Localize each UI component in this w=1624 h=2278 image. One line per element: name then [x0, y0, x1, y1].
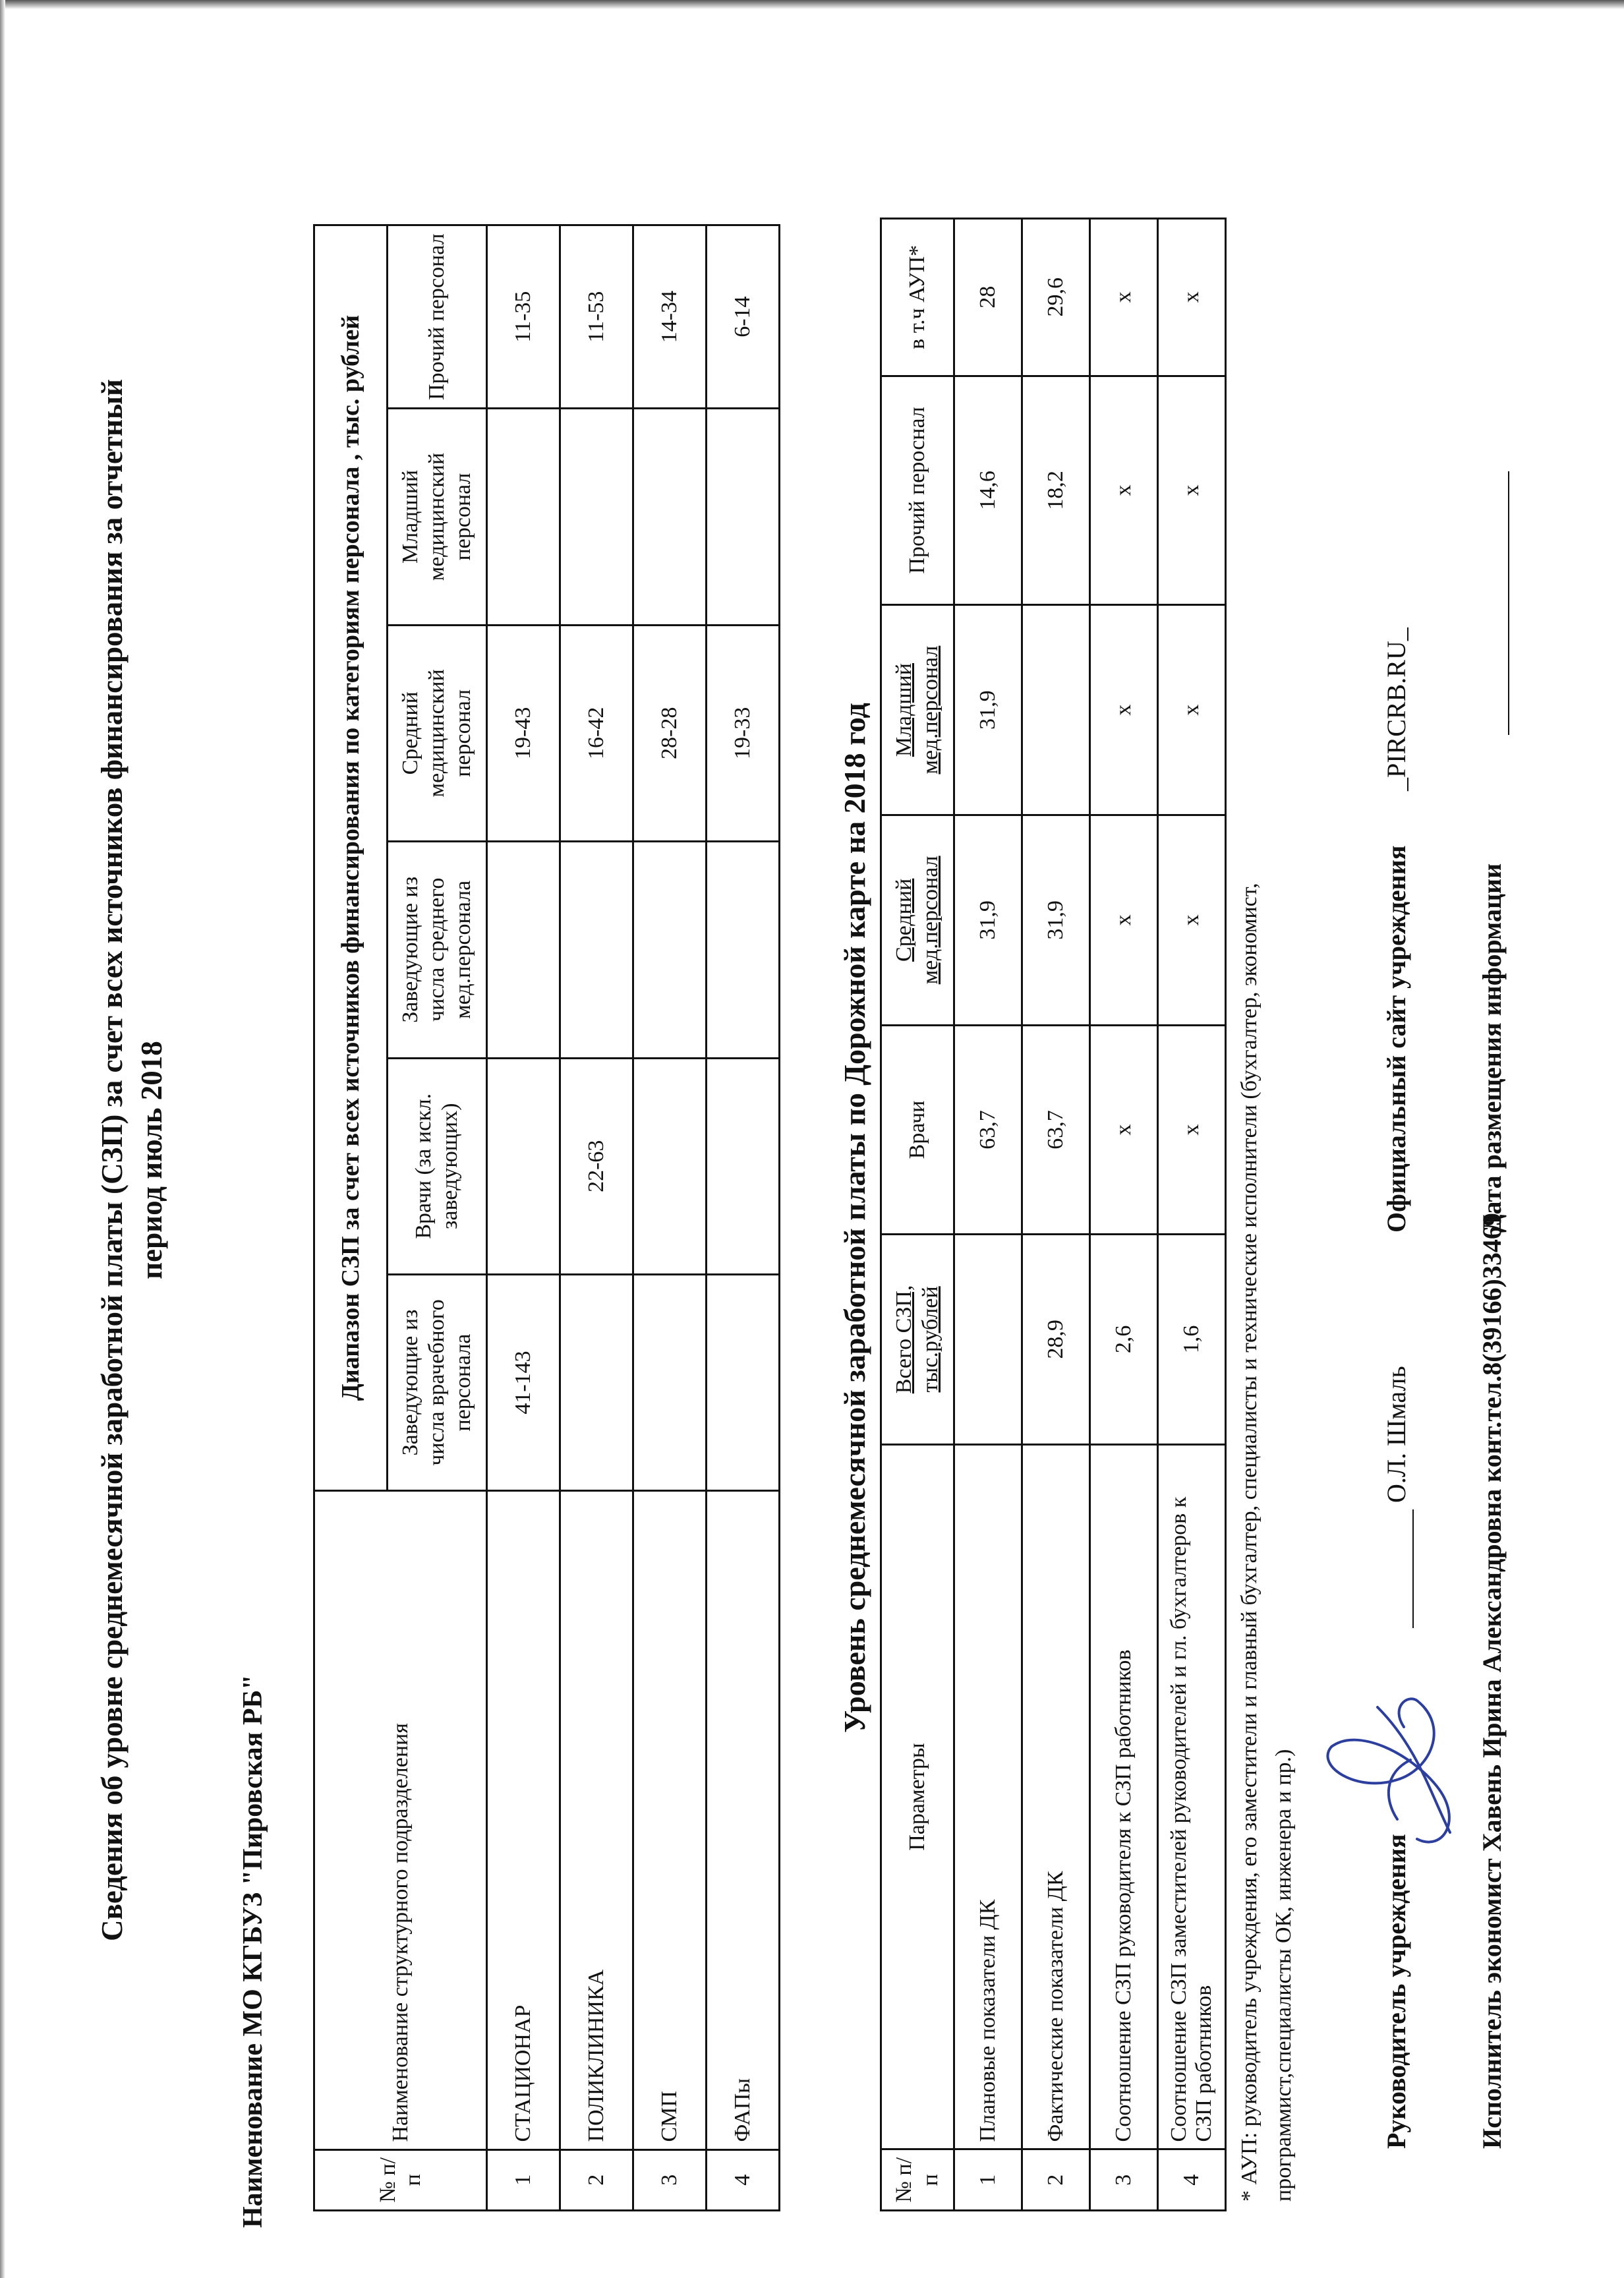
cell-value — [560, 1274, 633, 1490]
table-row — [1022, 219, 1090, 2211]
roadmap-table — [880, 218, 1227, 2211]
document-title — [92, 171, 171, 2149]
cell-value — [560, 841, 633, 1058]
row-num: 4 — [707, 2149, 780, 2210]
param-name: Плановые показатели ДК — [954, 1444, 1022, 2149]
cell-value — [707, 841, 780, 1058]
signature-line — [1412, 1509, 1414, 1628]
table-row — [954, 219, 1022, 2211]
header-heads-mid: Заведующие из числа среднего мед.персонала — [388, 841, 487, 1058]
scan-edge-top — [0, 0, 1624, 9]
header-doctors: Врачи (за искл. заведующих) — [388, 1058, 487, 1274]
header-mid-staff: Средний мед.персонал — [881, 815, 954, 1025]
division-name: СТАЦИОНАР — [487, 1491, 560, 2149]
row-num: 2 — [1022, 2149, 1090, 2211]
division-name: ФАПы — [707, 1491, 780, 2149]
cell-value: х — [1090, 815, 1158, 1025]
cell-value — [633, 841, 707, 1058]
header-num: № п/п — [881, 2149, 954, 2211]
header-aup: в т.ч АУП* — [881, 219, 954, 376]
table-row — [487, 225, 560, 2211]
header-other-staff: Прочий пероснал — [881, 376, 954, 605]
cell-value — [560, 409, 633, 625]
header-num: № п/п — [314, 2149, 487, 2210]
cell-value — [487, 409, 560, 625]
header-other-staff: Прочий персонал — [388, 225, 487, 409]
row-num: 1 — [487, 2149, 560, 2210]
cell-value: 6-14 — [707, 225, 780, 409]
cell-value: 14-34 — [633, 225, 707, 409]
cell-value: 41-143 — [487, 1274, 560, 1490]
cell-value: х — [1090, 376, 1158, 605]
cell-value — [954, 1235, 1022, 1444]
cell-value: 31,9 — [954, 815, 1022, 1025]
param-name: Фактические показатели ДК — [1022, 1444, 1090, 2149]
document-page — [79, 79, 1549, 2228]
header-mid-staff: Средний медицинский персонал — [388, 625, 487, 841]
cell-value: х — [1158, 376, 1226, 605]
division-name: ПОЛИКЛИНИКА — [560, 1491, 633, 2149]
table-row — [1090, 219, 1158, 2211]
table-row — [1158, 219, 1226, 2211]
cell-value: 18,2 — [1022, 376, 1090, 605]
header-heads-doctors: Заведующие из числа врачебного персонала — [388, 1274, 487, 1490]
cell-value: х — [1090, 219, 1158, 376]
cell-value: 19-33 — [707, 625, 780, 841]
cell-value: 31,9 — [954, 605, 1022, 815]
param-name: Соотношение СЗП заместителей руководителей и гл. бухгалтеров к СЗП работников — [1158, 1444, 1226, 2149]
row-num: 4 — [1158, 2149, 1226, 2211]
cell-value: 16-42 — [560, 625, 633, 841]
table-row — [633, 225, 707, 2211]
head-label: Руководитель учреждения — [1381, 1834, 1411, 2149]
cell-value — [1022, 605, 1090, 815]
cell-value: 14,6 — [954, 376, 1022, 605]
roadmap-title: Уровень среднемесячной заработной платы по Дорожной карте на 2018 год — [838, 703, 871, 1733]
row-num: 3 — [633, 2149, 707, 2210]
table-row — [707, 225, 780, 2211]
date-line — [1508, 471, 1509, 735]
header-range-group: Диапазон СЗП за счет всех источников финансирования по категориям персонала , тыс. рублей — [314, 225, 388, 1491]
row-num: 1 — [954, 2149, 1022, 2211]
param-name: Соотношение СЗП руководителя к СЗП работников — [1090, 1444, 1158, 2149]
title-line-2: период июль 2018 — [135, 1041, 168, 1279]
cell-value: 63,7 — [954, 1025, 1022, 1235]
cell-value: 11-53 — [560, 225, 633, 409]
cell-value — [707, 409, 780, 625]
cell-value — [707, 1274, 780, 1490]
executor-info: Исполнитель экономист Хавень Ирина Александровна конт.тел.8(39166)33469 — [1477, 1213, 1507, 2149]
cell-value: х — [1090, 605, 1158, 815]
row-num: 3 — [1090, 2149, 1158, 2211]
cell-value: 29,6 — [1022, 219, 1090, 376]
cell-value — [487, 1058, 560, 1274]
handwritten-signature — [1318, 1687, 1470, 1859]
aup-footnote — [1232, 224, 1301, 2202]
cell-value: 11-35 — [487, 225, 560, 409]
date-label: Дата размещения информации — [1477, 863, 1507, 1233]
organization-name: Наименование МО КГБУЗ "Пировская РБ" — [238, 1674, 268, 2228]
division-name: СМП — [633, 1491, 707, 2149]
cell-value: х — [1158, 815, 1226, 1025]
cell-value: 22-63 — [560, 1058, 633, 1274]
cell-value — [487, 841, 560, 1058]
footnote-line-1: * АУП: руководитель учреждения, его заместители и главный бухгалтер, специалисты и технические исполнители (бухгалтер, экономист, — [1237, 883, 1262, 2202]
salary-range-table — [313, 224, 780, 2211]
site-value: _PIRCRB.RU_ — [1381, 628, 1411, 791]
cell-value: 28-28 — [633, 625, 707, 841]
site-label: Официальный сайт учреждения — [1381, 845, 1411, 1233]
header-junior-staff: Младший мед.персонал — [881, 605, 954, 815]
header-junior-staff: Младший медицинский персонал — [388, 409, 487, 625]
cell-value — [633, 1058, 707, 1274]
cell-value: 63,7 — [1022, 1025, 1090, 1235]
cell-value: 28 — [954, 219, 1022, 376]
cell-value: х — [1158, 1025, 1226, 1235]
table-row — [560, 225, 633, 2211]
cell-value: х — [1158, 605, 1226, 815]
cell-value: х — [1090, 1025, 1158, 1235]
cell-value: 2,6 — [1090, 1235, 1158, 1444]
header-division-name: Наименование структурного подразделения — [314, 1491, 487, 2149]
cell-value — [633, 1274, 707, 1490]
cell-value: 31,9 — [1022, 815, 1090, 1025]
footnote-line-2: программист,специалисты ОК, инженера и пр.) — [1271, 1749, 1296, 2202]
header-params: Параметры — [881, 1444, 954, 2149]
title-line-1: Сведения об уровне среднемесячной заработной платы (СЗП) за счет всех источников финансирования за отчетный — [96, 379, 129, 1941]
cell-value: х — [1158, 219, 1226, 376]
cell-value: 28,9 — [1022, 1235, 1090, 1444]
header-doctors: Врачи — [881, 1025, 954, 1235]
cell-value — [707, 1058, 780, 1274]
head-name: О.Л. Шмаль — [1381, 1366, 1411, 1503]
cell-value — [633, 409, 707, 625]
cell-value: 19-43 — [487, 625, 560, 841]
row-num: 2 — [560, 2149, 633, 2210]
cell-value: 1,6 — [1158, 1235, 1226, 1444]
header-total-salary: Всего СЗП, тыс.рублей — [881, 1235, 954, 1444]
scan-edge-left — [0, 0, 5, 2278]
